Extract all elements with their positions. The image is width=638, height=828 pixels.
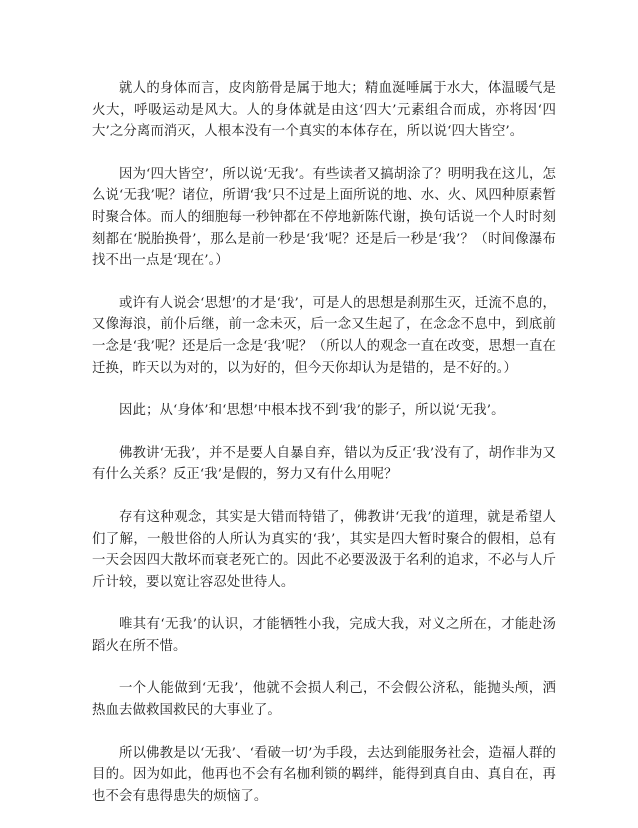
paragraph-3: 或许有人说会‘思想’的才是‘我’，可是人的思想是刹那生灭，迁流不息的，又像海浪，前仆后继，前一念未灭，后一念又生起了，在念念不息中，到底前一念是‘我’呢？还是后一念是‘我’呢？（所以人的观念一直在改变，思想一直在迁换，昨天以为对的，以为好的，但今天你却认为是错的，是不好的。） [92,295,556,376]
paragraph-8: 一个人能做到‘无我’，他就不会损人利己，不会假公济私，能抛头颅，洒热血去做救国救民的大事业了。 [92,681,556,719]
paragraph-7: 唯其有‘无我’的认识，才能牺牲小我，完成大我，对义之所在，才能赴汤蹈火在所不惜。 [92,617,556,654]
paragraph-2: 因为‘四大皆空’，所以说‘无我’。有些读者又搞胡涂了？明明我在这儿，怎么说‘无我’呢？诸位，所谓‘我’只不过是上面所说的地、水、火、风四种原素暂时聚合体。而人的细胞每一秒钟都在不停地新陈代谢，换句话说一个人时时刻刻都在‘脱胎换骨’，那么是前一秒是‘我’呢？还是后一秒是‘我’？（时间像瀑布找不出一点是‘现在’。） [92,166,556,269]
document-body [92,78,556,828]
paragraph-5: 佛教讲‘无我’，并不是要人自暴自弃，错以为反正‘我’没有了，胡作非为又有什么关系？反正‘我’是假的，努力又有什么用呢？ [92,445,556,483]
paragraph-6: 存有这种观念，其实是大错而特错了，佛教讲‘无我’的道理，就是希望人们了解，一般世俗的人所认为真实的‘我’，其实是四大暂时聚合的假相，总有一天会因四大散坏而衰老死亡的。因此不必要汲汲于名利的追求，不必与人斤斤计较，要以宽让容忍处世待人。 [92,509,556,590]
paragraph-1: 就人的身体而言，皮肉筋骨是属于地大；精血涎唾属于水大，体温暖气是火大，呼吸运动是风大。人的身体就是由这‘四大’元素组合而成，亦将因‘四大’之分离而消灭，人根本没有一个真实的本体存在，所以说‘四大皆空’。 [92,81,556,140]
paragraph-4: 因此；从‘身体’和‘思想’中根本找不到‘我’的影子，所以说‘无我’。 [119,403,505,419]
paragraph-9: 所以佛教是以‘无我’、‘看破一切’为手段，去达到能服务社会，造福人群的目的。因为如此，他再也不会有名枷利锁的羁绊，能得到真自由、真自在，再也不会有患得患失的烦恼了。 [92,745,556,804]
